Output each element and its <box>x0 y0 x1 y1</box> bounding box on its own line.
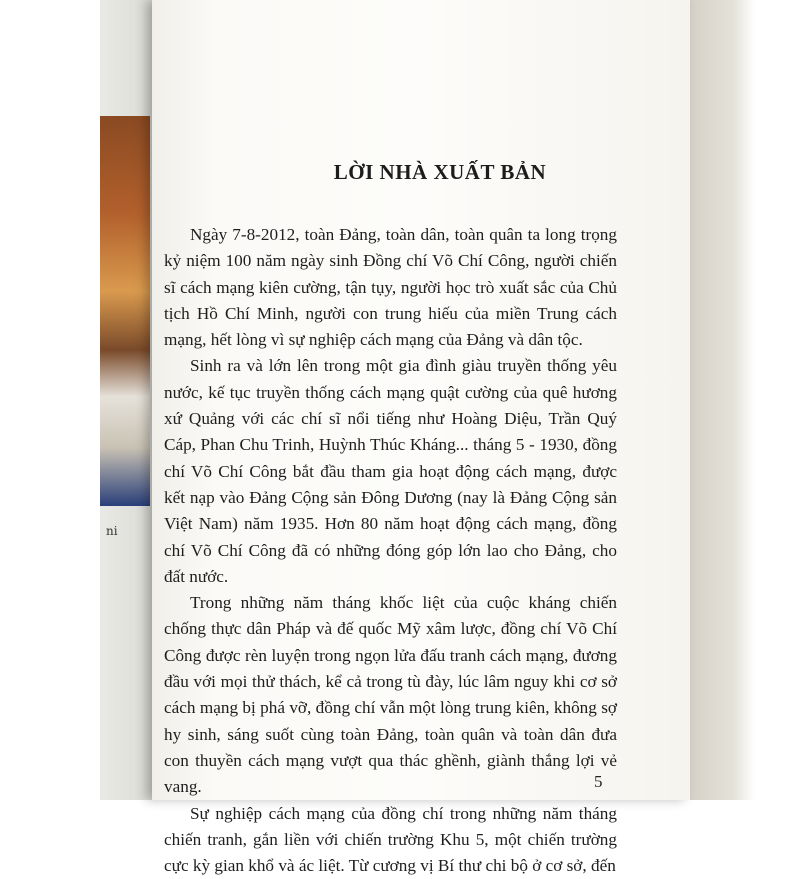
page-edge-shadow <box>688 0 800 800</box>
page-title: LỜI NHÀ XUẤT BẢN <box>333 160 547 184</box>
page-number: 5 <box>594 772 603 791</box>
paragraph: Sinh ra và lớn lên trong một gia đình giàu truyền thống yêu nước, kế tục truyền thống cách mạng quật cường của quê hương xứ Quảng với các chí sĩ nổi tiếng như Hoàng Diệu, Trần Quý Cáp, Phan Chu Trinh, Huỳnh Thúc Kháng... tháng 5 - 1930, đồng chí Võ Chí Công bắt đầu tham gia hoạt động cách mạng, được kết nạp vào Đảng Cộng sản Đông Dương (nay là Đảng Cộng sản Việt Nam) năm 1935. Hơn 80 năm hoạt động cách mạng, đồng chí Võ Chí Công đã có những đóng góp lớn lao cho Đảng, cho đất nước. <box>164 356 617 586</box>
show-through-text <box>152 60 690 240</box>
facing-page-photo <box>100 116 150 506</box>
background-surface <box>0 0 100 800</box>
paragraph: Ngày 7-8-2012, toàn Đảng, toàn dân, toàn quân ta long trọng kỷ niệm 100 năm ngày sinh Đồng chí Võ Chí Công, người chiến sĩ cách mạng kiên cường, tận tụy, người học trò xuất sắc của Chủ tịch Hồ Chí Minh, người con trung hiếu của miền Trung cách mạng, hết lòng vì sự nghiệp cách mạng của Đảng và dân tộc. <box>164 225 617 350</box>
facing-page-caption: ni <box>106 524 118 538</box>
paragraph: Trong những năm tháng khốc liệt của cuộc kháng chiến chống thực dân Pháp và đế quốc Mỹ xâm lược, đồng chí Võ Chí Công được rèn luyện trong ngọn lửa đấu tranh cách mạng, đương đầu với mọi thử thách, kể cả trong tù đày, lúc lâm nguy khi cơ sở cách mạng bị phá vỡ, đồng chí vẫn một lòng trung kiên, không sợ hy sinh, sáng suốt cùng toàn Đảng, toàn quân và toàn dân đưa con thuyền cách mạng vượt qua thác ghềnh, giành thắng lợi vẻ vang. <box>164 593 617 797</box>
paragraph: Sự nghiệp cách mạng của đồng chí trong những năm tháng chiến tranh, gắn liền với chiến trường Khu 5, một chiến trường cực kỳ gian khổ và ác liệt. Từ cương vị Bí thư chi bộ ở cơ sở, đến <box>164 803 617 876</box>
book-page <box>152 0 690 876</box>
body-text <box>164 222 617 879</box>
